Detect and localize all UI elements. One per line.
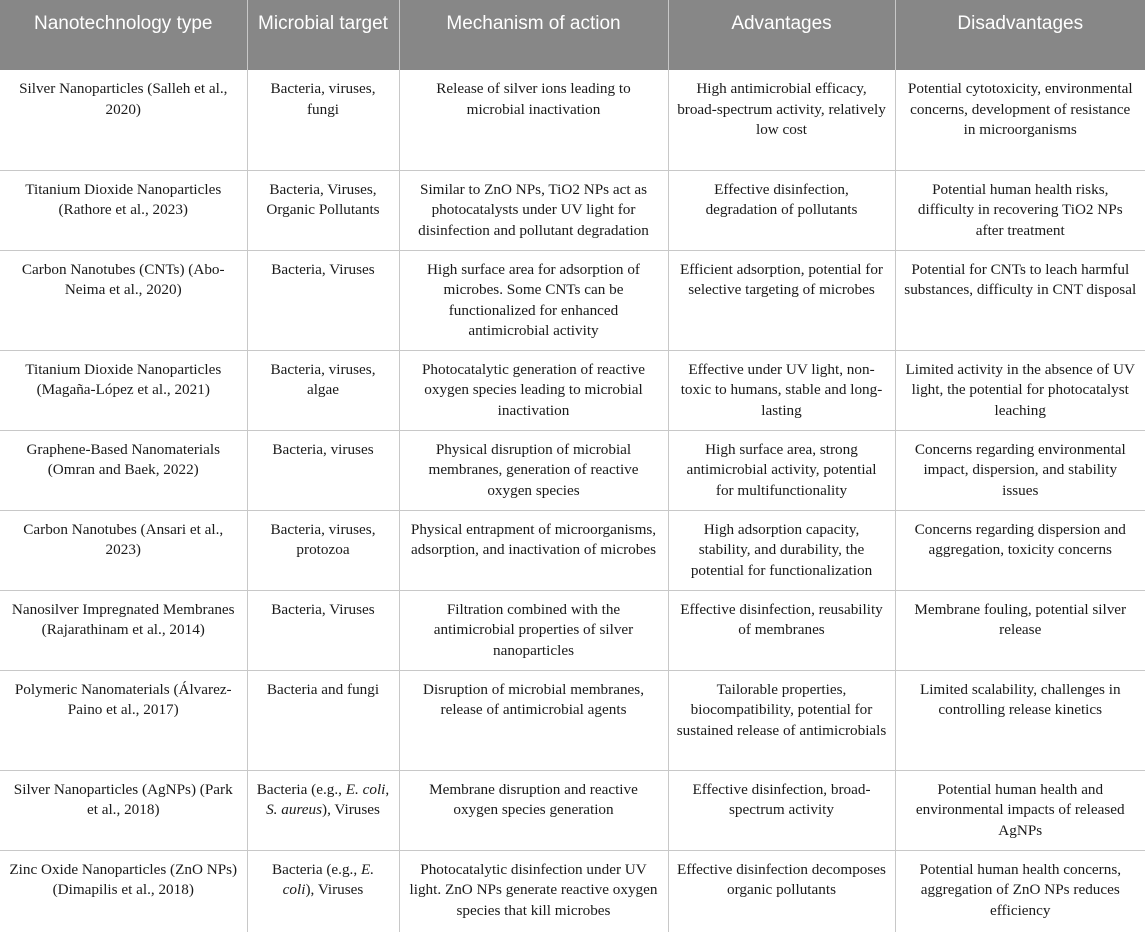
cell-disadvantages: Potential cytotoxicity, environmental concerns, development of resistance in microorganisms <box>895 70 1145 170</box>
cell-mechanism: High surface area for adsorption of microbes. Some CNTs can be functionalized for enhanced antimicrobial activity <box>399 250 668 350</box>
target-organism: S. aureus <box>266 801 323 818</box>
cell-advantages: Effective under UV light, non-toxic to humans, stable and long-lasting <box>668 350 895 430</box>
cell-advantages: Effective disinfection, broad-spectrum activity <box>668 770 895 850</box>
cell-mechanism: Filtration combined with the antimicrobial properties of silver nanoparticles <box>399 590 668 670</box>
cell-type: Silver Nanoparticles (Salleh et al., 2020) <box>0 70 247 170</box>
target-text: Bacteria (e.g., <box>271 860 361 878</box>
cell-target: Bacteria, Viruses <box>247 250 399 350</box>
cell-advantages: Effective disinfection, degradation of pollutants <box>668 170 895 250</box>
cell-mechanism: Physical disruption of microbial membranes, generation of reactive oxygen species <box>399 430 668 510</box>
table-row <box>0 850 1145 932</box>
cell-disadvantages: Membrane fouling, potential silver release <box>895 590 1145 670</box>
header-row <box>0 0 1145 70</box>
header-microbial-target: Microbial target <box>247 0 399 70</box>
table-row <box>0 510 1145 590</box>
cell-type: Nanosilver Impregnated Membranes (Rajarathinam et al., 2014) <box>0 590 247 670</box>
cell-disadvantages: Concerns regarding environmental impact, dispersion, and stability issues <box>895 430 1145 510</box>
table-row <box>0 250 1145 350</box>
cell-target <box>247 770 399 850</box>
cell-mechanism: Release of silver ions leading to microbial inactivation <box>399 70 668 170</box>
cell-target <box>247 850 399 932</box>
cell-disadvantages: Potential human health concerns, aggregation of ZnO NPs reduces efficiency <box>919 860 1122 919</box>
cell-mechanism: Similar to ZnO NPs, TiO2 NPs act as photocatalysts under UV light for disinfection and pollutant degradation <box>399 170 668 250</box>
cell-type: Silver Nanoparticles (AgNPs) (Park et al., 2018) <box>0 770 247 850</box>
cell-advantages: High adsorption capacity, stability, and durability, the potential for functionalization <box>668 510 895 590</box>
target-text: Bacteria (e.g., <box>256 780 346 798</box>
cell-advantages: Efficient adsorption, potential for selective targeting of microbes <box>668 250 895 350</box>
cell-target: Bacteria, viruses <box>247 430 399 510</box>
cell-disadvantages: Limited activity in the absence of UV light, the potential for photocatalyst leaching <box>895 350 1145 430</box>
header-mechanism-of-action: Mechanism of action <box>399 0 668 70</box>
cell-advantages: Tailorable properties, biocompatibility, potential for sustained release of antimicrobials <box>668 670 895 770</box>
target-organism: E. coli <box>345 780 386 798</box>
table-row <box>0 770 1145 850</box>
cell-type: Carbon Nanotubes (Ansari et al., 2023) <box>0 510 247 590</box>
cell-disadvantages: Concerns regarding dispersion and aggregation, toxicity concerns <box>895 510 1145 590</box>
cell-type: Titanium Dioxide Nanoparticles (Magaña-López et al., 2021) <box>0 350 247 430</box>
cell-target: Bacteria, Viruses <box>247 590 399 670</box>
cell-mechanism: Membrane disruption and reactive oxygen species generation <box>399 770 668 850</box>
cell-advantages: High antimicrobial efficacy, broad-spectrum activity, relatively low cost <box>668 70 895 170</box>
cell-target: Bacteria, viruses, algae <box>247 350 399 430</box>
table-row <box>0 430 1145 510</box>
cell-target: Bacteria, viruses, protozoa <box>247 510 399 590</box>
cell-disadvantages: Potential human health risks, difficulty in recovering TiO2 NPs after treatment <box>895 170 1145 250</box>
cell-mechanism: Physical entrapment of microorganisms, adsorption, and inactivation of microbes <box>399 510 668 590</box>
cell-mechanism: Photocatalytic generation of reactive oxygen species leading to microbial inactivation <box>399 350 668 430</box>
header-disadvantages: Disadvantages <box>895 0 1145 70</box>
target-text: , <box>385 780 390 798</box>
cell-target: Bacteria, Viruses, Organic Pollutants <box>247 170 399 250</box>
cell-mechanism: Photocatalytic disinfection under UV light. ZnO NPs generate reactive oxygen species that kill microbes <box>399 850 668 932</box>
cell-advantages: Effective disinfection decomposes organic pollutants <box>668 850 895 932</box>
cell-disadvantages: Potential for CNTs to leach harmful substances, difficulty in CNT disposal <box>895 250 1145 350</box>
cell-disadvantages: Limited scalability, challenges in controlling release kinetics <box>895 670 1145 770</box>
cell-type: Zinc Oxide Nanoparticles (ZnO NPs) (Dimapilis et al., 2018) <box>0 850 247 932</box>
target-text: ), Viruses <box>305 881 364 898</box>
header-advantages: Advantages <box>668 0 895 70</box>
table-row <box>0 170 1145 250</box>
header-nanotechnology-type: Nanotechnology type <box>0 0 247 70</box>
table-row <box>0 350 1145 430</box>
target-text: ), Viruses <box>322 801 380 818</box>
cell-target: Bacteria and fungi <box>247 670 399 770</box>
cell-type: Graphene-Based Nanomaterials (Omran and Baek, 2022) <box>0 430 247 510</box>
cell-disadvantages: Potential human health and environmental impacts of released AgNPs <box>895 770 1145 850</box>
cell-mechanism: Disruption of microbial membranes, release of antimicrobial agents <box>399 670 668 770</box>
table-row <box>0 670 1145 770</box>
cell-advantages: High surface area, strong antimicrobial activity, potential for multifunctionality <box>668 430 895 510</box>
cell-type: Carbon Nanotubes (CNTs) (Abo-Neima et al., 2020) <box>0 250 247 350</box>
target-organism: E. coli <box>282 860 375 898</box>
table-row <box>0 590 1145 670</box>
cell-advantages: Effective disinfection, reusability of membranes <box>668 590 895 670</box>
cell-type: Polymeric Nanomaterials (Álvarez-Paino et al., 2017) <box>0 670 247 770</box>
table-row <box>0 70 1145 170</box>
cell-target: Bacteria, viruses, fungi <box>247 70 399 170</box>
cell-type: Titanium Dioxide Nanoparticles (Rathore et al., 2023) <box>0 170 247 250</box>
